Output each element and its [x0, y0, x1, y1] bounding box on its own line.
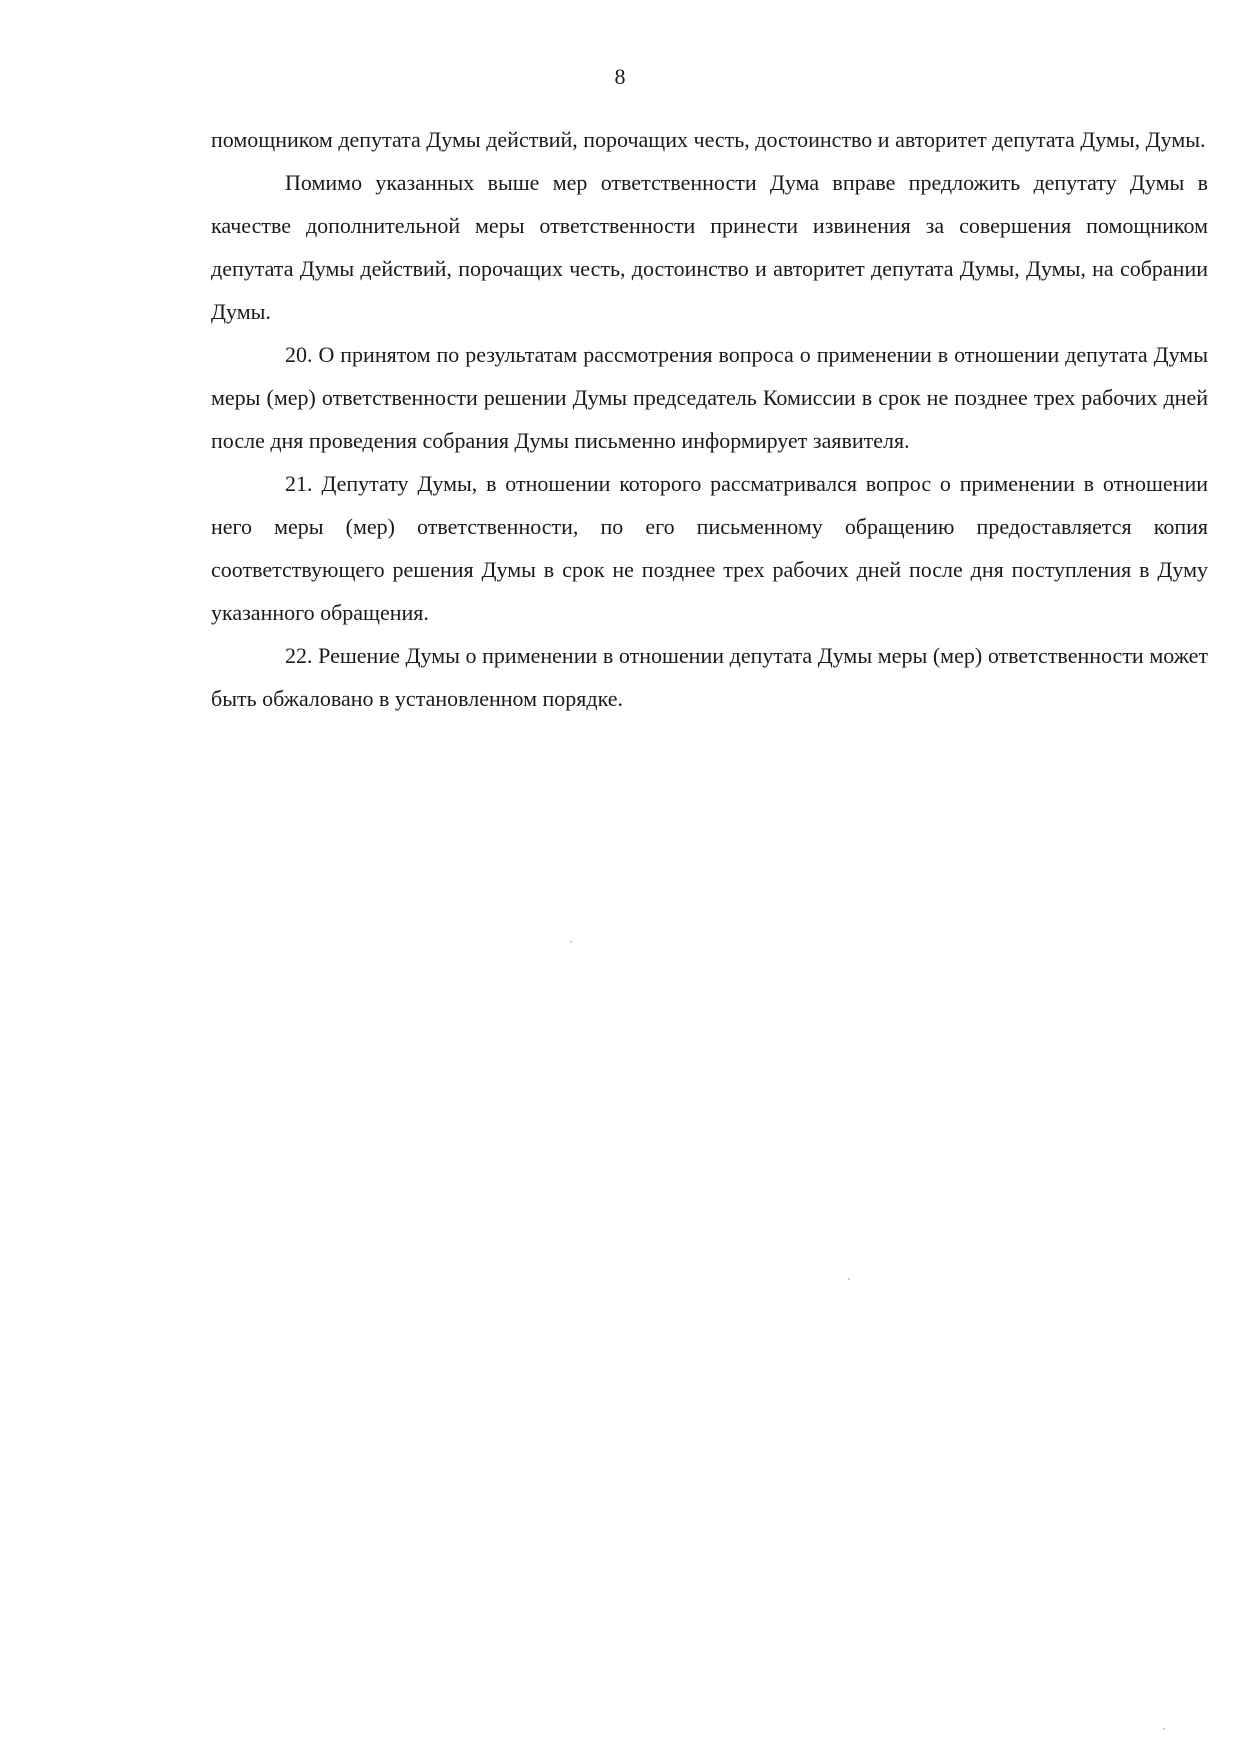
paragraph-additional-measure: Помимо указанных выше мер ответственности Дума вправе предложить депутату Думы в качестве дополнительной меры ответственности принести извинения за совершения помощником депутата Думы действий, порочащих честь, достоинство и авторитет депутата Думы, Думы, на собрании Думы. [211, 170, 1208, 324]
document-body [211, 118, 1208, 720]
paragraph-item-21: 21. Депутату Думы, в отношении которого рассматривался вопрос о применении в отношении него меры (мер) ответственности, по его письменному обращению предоставляется копия соответствующего решения Думы в срок не позднее трех рабочих дней после дня поступления в Думу указанного обращения. [211, 471, 1208, 625]
paragraph-item-20: 20. О принятом по результатам рассмотрения вопроса о применении в отношении депутата Думы меры (мер) ответственности решении Думы председатель Комиссии в срок не позднее трех рабочих дней после дня проведения собрания Думы письменно информирует заявителя. [211, 342, 1208, 453]
paragraph-continuation: помощником депутата Думы действий, порочащих честь, достоинство и авторитет депутата Думы, Думы. [211, 127, 1206, 152]
page-number: 8 [614, 64, 626, 89]
scan-speck [1163, 1728, 1165, 1730]
scan-speck [570, 941, 572, 943]
paragraph-item-22: 22. Решение Думы о применении в отношении депутата Думы меры (мер) ответственности может быть обжаловано в установленном порядке. [211, 643, 1208, 711]
scan-speck [848, 1278, 850, 1280]
